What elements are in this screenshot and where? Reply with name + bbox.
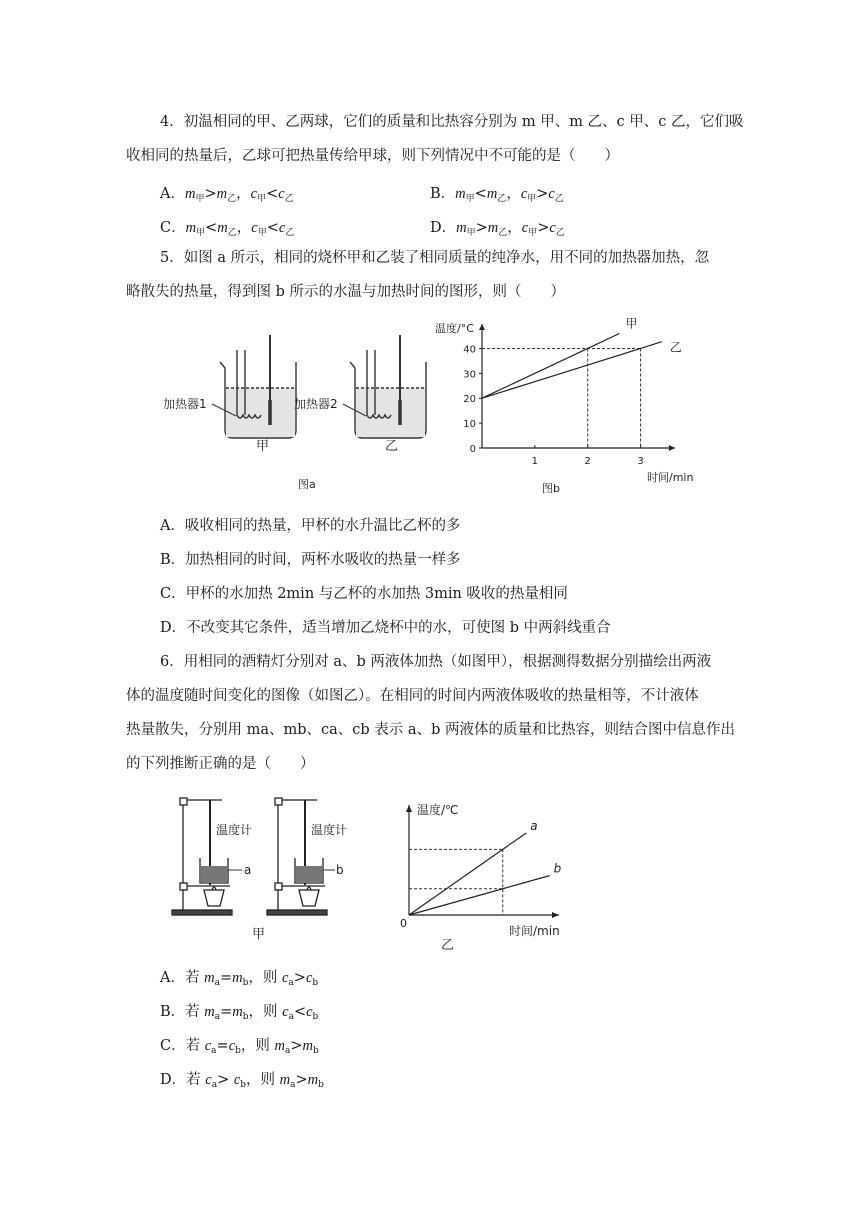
var: m (217, 220, 228, 236)
relation: > (204, 186, 217, 202)
figure-b-chart (430, 316, 694, 500)
relation: > (536, 186, 549, 202)
var: m (204, 1004, 215, 1020)
q4-stem-line1: 4．初温相同的甲、乙两球，它们的质量和比热容分别为 m 甲、m 乙、c 甲、c 乙，它们吸 (160, 114, 744, 130)
subscript: 甲 (466, 228, 476, 238)
option-letter: B． (160, 1004, 186, 1020)
subscript: a (290, 1080, 296, 1090)
separator: ， (507, 220, 522, 236)
text: ，则 (246, 1072, 280, 1088)
var: c (281, 970, 289, 986)
figure-yi-chart (395, 795, 585, 955)
subscript: b (242, 978, 249, 988)
option-letter: D． (430, 220, 457, 236)
x-axis-label: 时间/min (509, 924, 560, 938)
x-tick-label: 2 (584, 456, 591, 467)
var: m (216, 186, 228, 202)
subscript: b (312, 1012, 319, 1022)
q4-option-c (160, 218, 294, 243)
option-letter: B． (430, 186, 456, 202)
var: m (232, 1004, 243, 1020)
subscript: 乙 (284, 194, 294, 204)
q6-option-a (160, 968, 318, 993)
var: c (233, 1072, 241, 1088)
var: c (228, 1038, 236, 1054)
subscript: b (240, 1080, 247, 1090)
liquid-a-label: a (244, 863, 252, 877)
var: m (185, 220, 197, 236)
relation: > (295, 1072, 308, 1088)
subscript: 乙 (227, 228, 237, 238)
subscript: a (288, 978, 294, 988)
var: m (307, 1072, 319, 1088)
separator: ， (236, 220, 252, 236)
subscript: 甲 (257, 228, 267, 238)
relation: < (293, 1004, 307, 1020)
subscript: a (211, 1046, 217, 1056)
subscript: 乙 (285, 228, 295, 238)
relation: > (293, 970, 306, 986)
var: c (306, 1004, 313, 1020)
subscript: a (288, 1012, 294, 1022)
y-axis-label: 温度/℃ (417, 803, 459, 817)
var: c (548, 186, 555, 202)
subscript: 乙 (554, 194, 564, 204)
q5-stem-line2: 略散失的热量，得到图 b 所示的水温与加热时间的图形，则（ ） (126, 284, 565, 300)
var: m (279, 1072, 291, 1088)
var: c (205, 1072, 212, 1088)
subscript: 甲 (528, 228, 538, 238)
option-letter: D． (160, 1072, 187, 1088)
stand-b (267, 798, 327, 915)
q6-stem-line4: 的下列推断正确的是（ ） (126, 756, 315, 772)
q4-stem-line2: 收相同的热量后，乙球可把热量传给甲球，则下列情况中不可能的是（ ） (126, 148, 619, 164)
relation: > (290, 1038, 303, 1054)
var: c (278, 220, 286, 236)
thermometer-label-b: 温度计 (311, 823, 348, 837)
relation: = (219, 970, 233, 986)
var: c (305, 970, 313, 986)
series-line-jia (482, 334, 619, 399)
option-letter: C． (160, 1038, 186, 1054)
q6-option-b (160, 1002, 318, 1027)
x-axis-label: 时间/min (647, 471, 694, 484)
relation: < (474, 186, 487, 202)
q6-stem-line3: 热量散失，分别用 ma、mb、ca、cb 表示 a、b 两液体的质量和比热容，则结合图中信息作出 (126, 722, 735, 738)
relation: = (216, 1038, 229, 1054)
var: m (456, 220, 467, 236)
figure-a-caption: 图a (298, 478, 316, 491)
x-axis-arrow (552, 912, 559, 918)
relation: < (266, 186, 279, 202)
subscript: 乙 (497, 194, 507, 204)
var: m (455, 186, 466, 202)
relation: > (537, 220, 550, 236)
q6-option-c (160, 1036, 319, 1061)
series-line-a (409, 833, 526, 915)
var: c (204, 1038, 212, 1054)
var: m (204, 970, 215, 986)
figure-jia-apparatus (160, 790, 390, 950)
beaker-yi-label: 乙 (385, 439, 399, 454)
heater1-label: 加热器1 (163, 397, 207, 411)
subscript: b (242, 1012, 249, 1022)
subscript: a (284, 1046, 291, 1056)
var: c (278, 186, 285, 202)
text: 若 (185, 1004, 205, 1020)
var: m (486, 186, 498, 202)
y-tick-label: 0 (469, 444, 476, 455)
series-line-yi (482, 342, 662, 398)
separator: ， (506, 186, 521, 202)
var: c (250, 186, 258, 202)
origin-label: 0 (400, 917, 407, 930)
subscript: 乙 (498, 228, 508, 238)
q4-option-d (430, 218, 565, 243)
subscript: a (211, 1080, 218, 1090)
y-tick-label: 30 (463, 369, 476, 381)
subscript: 甲 (465, 194, 475, 204)
beaker-jia-label: 甲 (256, 439, 270, 454)
x-tick-label: 1 (531, 456, 539, 467)
var: c (251, 220, 258, 236)
var: m (302, 1038, 313, 1054)
thermometer-label-a: 温度计 (216, 823, 253, 837)
y-tick-label: 40 (463, 344, 476, 356)
subscript: b (313, 1046, 319, 1056)
var: c (520, 186, 528, 202)
y-axis-label: 温度/°C (435, 322, 474, 335)
var: m (232, 970, 243, 986)
x-axis-arrow (669, 445, 675, 451)
var: c (549, 220, 556, 236)
subscript: 甲 (257, 194, 267, 204)
x-tick-label: 3 (637, 456, 644, 467)
subscript: b (312, 978, 319, 988)
y-axis-arrow (406, 805, 412, 812)
text: ，则 (248, 1004, 283, 1020)
figure-jia-caption: 甲 (252, 927, 266, 942)
q5-stem-line1: 5．如图 a 所示，相同的烧杯甲和乙装了相同质量的纯净水，用不同的加热器加热，忽 (160, 250, 710, 266)
relation: = (220, 1004, 233, 1020)
heater2-label: 加热器2 (294, 397, 338, 411)
q6-option-d (160, 1070, 324, 1095)
subscript: a (214, 1012, 221, 1022)
series-label-yi: 乙 (669, 340, 682, 355)
y-axis-arrow (479, 324, 485, 330)
text: ，则 (248, 970, 282, 986)
series-label-b: b (553, 861, 562, 876)
q4-option-b (430, 184, 564, 209)
liquid-b-label: b (336, 863, 344, 877)
var: m (184, 186, 196, 202)
text: 若 (186, 1072, 206, 1088)
var: c (282, 1004, 289, 1020)
text: 若 (185, 1038, 205, 1054)
subscript: a (214, 978, 220, 988)
series-label-a: a (530, 818, 538, 833)
subscript: 乙 (555, 228, 565, 238)
q6-stem-line2: 体的温度随时间变化的图像（如图乙）。在相同的时间内两液体吸收的热量相等，不计液体 (126, 688, 699, 704)
beaker-jia (220, 335, 296, 438)
y-tick-label: 10 (463, 419, 476, 431)
series-label-jia: 甲 (625, 316, 638, 331)
option-letter: A． (160, 186, 185, 202)
q4-option-a (160, 184, 294, 209)
text: ，则 (240, 1038, 275, 1054)
stand-a (172, 798, 232, 915)
var: m (487, 220, 499, 236)
relation: > (475, 220, 488, 236)
y-tick-label: 20 (463, 394, 476, 406)
figure-yi-caption: 乙 (441, 938, 455, 953)
text: 若 (184, 970, 205, 986)
relation: < (205, 220, 218, 236)
subscript: 甲 (527, 194, 537, 204)
option-letter: A． (160, 970, 185, 986)
var: c (521, 220, 529, 236)
subscript: 甲 (196, 228, 206, 238)
subscript: 甲 (195, 194, 205, 204)
relation: > (217, 1072, 234, 1088)
subscript: 乙 (227, 194, 237, 204)
series-line-b (409, 876, 550, 915)
beaker-yi (350, 335, 426, 438)
subscript: b (318, 1080, 324, 1090)
figure-b-caption: 图b (542, 482, 560, 495)
q5-option-b: B．加热相同的时间，两杯水吸收的热量一样多 (160, 552, 461, 568)
q5-option-c: C．甲杯的水加热 2min 与乙杯的水加热 3min 吸收的热量相同 (160, 586, 568, 602)
relation: < (266, 220, 279, 236)
separator: ， (236, 186, 251, 202)
q5-option-d: D．不改变其它条件，适当增加乙烧杯中的水，可使图 b 中两斜线重合 (160, 620, 611, 636)
var: m (274, 1038, 285, 1054)
option-letter: C． (160, 220, 186, 236)
q5-option-a: A．吸收相同的热量，甲杯的水升温比乙杯的多 (160, 518, 461, 534)
q6-stem-line1: 6．用相同的酒精灯分别对 a、b 两液体加热（如图甲），根据测得数据分别描绘出两液 (160, 654, 712, 670)
subscript: b (235, 1046, 241, 1056)
figure-a-beakers (150, 330, 450, 495)
